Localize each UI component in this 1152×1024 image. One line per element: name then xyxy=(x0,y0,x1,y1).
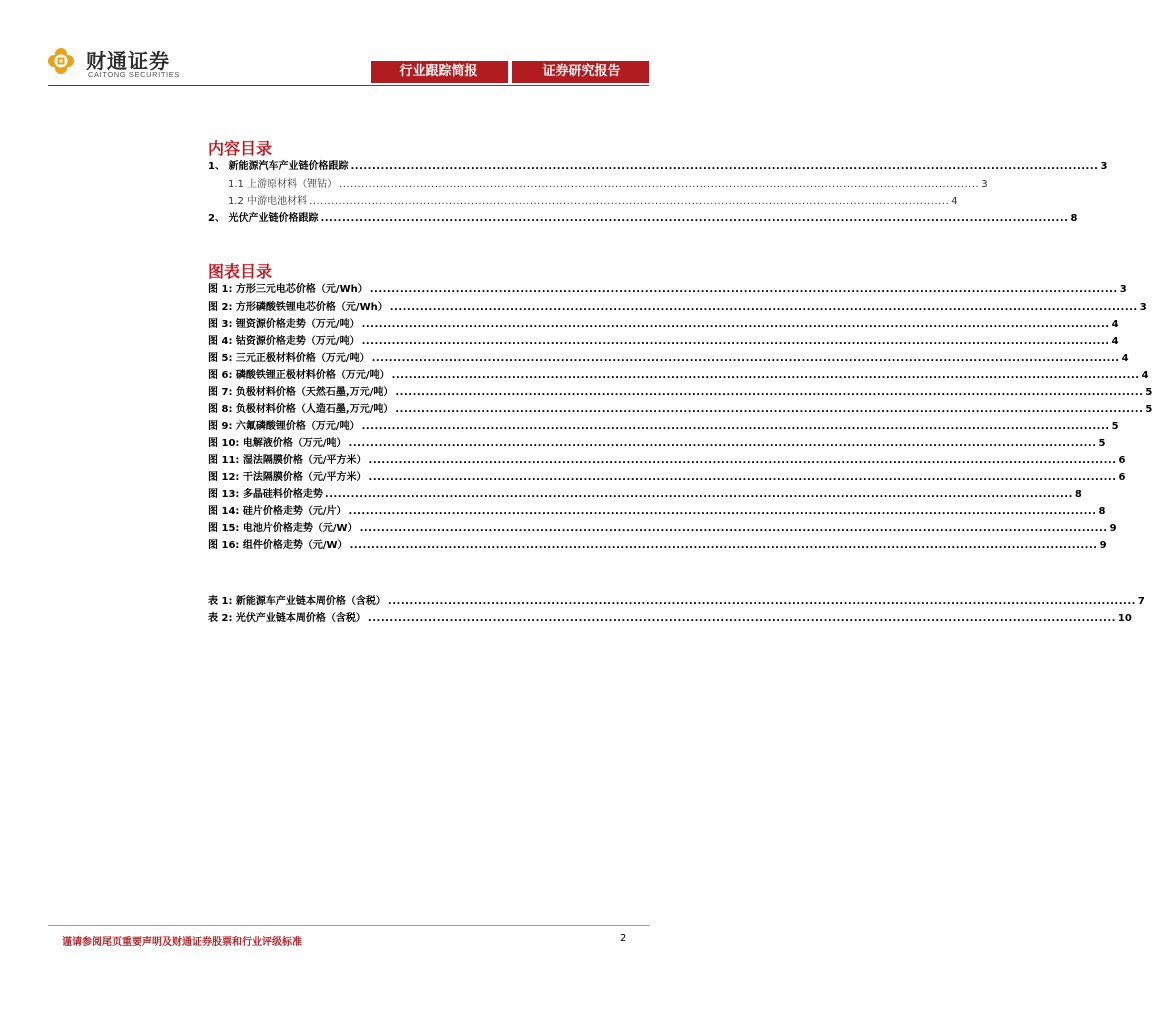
figure-item-page: 4 xyxy=(1141,370,1149,381)
figure-item-page: 5 xyxy=(1145,404,1152,415)
toc-leader: .............................................................................................................................................................................. xyxy=(361,336,1110,347)
toc-leader: .............................................................................................................................................................................. xyxy=(395,387,1144,398)
table-item-text: 表 2: 光伏产业链本周价格（含税） xyxy=(208,613,366,624)
figure-item-text: 图 5: 三元正极材料价格（万元/吨） xyxy=(208,353,370,364)
contents-title: 内容目录 xyxy=(208,139,273,158)
toc-leader: .............................................................................................................................................................................. xyxy=(391,370,1140,381)
toc-leader: .............................................................................................................................................................................. xyxy=(371,353,1120,364)
figure-item[interactable] xyxy=(208,283,1127,297)
figure-item-text: 图 7: 负极材料价格（天然石墨,万元/吨） xyxy=(208,387,394,398)
figure-item-text: 图 11: 湿法隔膜价格（元/平方米） xyxy=(208,455,367,466)
figure-item[interactable] xyxy=(208,335,1119,349)
figure-item[interactable] xyxy=(208,352,1129,366)
page-header xyxy=(0,0,724,90)
figure-item-page: 4 xyxy=(1121,353,1129,364)
figure-item-page: 5 xyxy=(1145,387,1152,398)
figure-item-page: 9 xyxy=(1109,523,1117,534)
table-item-page: 10 xyxy=(1117,613,1132,624)
toc-leader: .............................................................................................................................................................................. xyxy=(348,506,1097,517)
figure-item-page: 5 xyxy=(1111,421,1119,432)
brand-name-en: CAITONG SECURITIES xyxy=(88,70,180,79)
figures-title: 图表目录 xyxy=(208,262,273,281)
toc-item-page: 8 xyxy=(1070,213,1078,224)
figure-item-text: 图 13: 多晶硅料价格走势 xyxy=(208,489,323,500)
toc-leader: .............................................................................................................................................................................. xyxy=(349,540,1098,551)
figure-item-page: 6 xyxy=(1118,455,1126,466)
toc-leader: .............................................................................................................................................................................. xyxy=(395,404,1144,415)
figure-item-page: 3 xyxy=(1119,284,1127,295)
table-item-text: 表 1: 新能源车产业链本周价格（含税） xyxy=(208,596,386,607)
figure-item-text: 图 9: 六氟磷酸锂价格（万元/吨） xyxy=(208,421,360,432)
table-item-page: 7 xyxy=(1137,596,1145,607)
figure-item-text: 图 16: 组件价格走势（元/W） xyxy=(208,540,348,551)
figure-item[interactable] xyxy=(208,437,1106,451)
figure-item[interactable] xyxy=(208,403,1152,417)
header-divider xyxy=(48,85,649,86)
toc-item-page: 3 xyxy=(1100,161,1108,172)
toc-leader: .............................................................................................................................................................................. xyxy=(387,596,1136,607)
toc-leader: .............................................................................................................................................................................. xyxy=(368,455,1117,466)
tab-divider xyxy=(508,61,512,83)
toc-leader: .............................................................................................................................................................................. xyxy=(359,523,1108,534)
figure-item[interactable] xyxy=(208,505,1106,519)
toc-item[interactable] xyxy=(228,178,988,192)
toc-item[interactable] xyxy=(228,195,958,209)
figure-item-text: 图 6: 磷酸铁锂正极材料价格（万元/吨） xyxy=(208,370,390,381)
report-type-bar xyxy=(371,61,649,83)
brand-name-cn: 财通证券 xyxy=(86,49,170,73)
toc-leader: .............................................................................................................................................................................. xyxy=(368,472,1117,483)
toc-leader: .............................................................................................................................................................................. xyxy=(339,179,980,190)
figure-item[interactable] xyxy=(208,471,1126,485)
figure-item-page: 9 xyxy=(1099,540,1107,551)
table-item[interactable] xyxy=(208,595,1145,609)
figure-item-page: 5 xyxy=(1098,438,1106,449)
figure-item[interactable] xyxy=(208,539,1107,553)
toc-leader: .............................................................................................................................................................................. xyxy=(367,613,1116,624)
figure-item-text: 图 3: 锂资源价格走势（万元/吨） xyxy=(208,319,360,330)
toc-item-page: 3 xyxy=(981,179,988,190)
toc-item[interactable] xyxy=(208,160,1108,174)
toc-leader: .............................................................................................................................................................................. xyxy=(389,302,1138,313)
figure-item[interactable] xyxy=(208,369,1149,383)
figure-item-text: 图 10: 电解液价格（万元/吨） xyxy=(208,438,347,449)
toc-item-text: 1.1 上游原材料（锂钴） xyxy=(228,179,338,190)
toc-item-text: 1.2 中游电池材料 xyxy=(228,196,308,207)
toc-item-page: 4 xyxy=(951,196,958,207)
tab-industry-brief: 行业跟踪简报 xyxy=(399,64,478,79)
figure-item-page: 4 xyxy=(1111,336,1119,347)
figure-item-text: 图 12: 干法隔膜价格（元/平方米） xyxy=(208,472,367,483)
toc-item-text: 1、 新能源汽车产业链价格跟踪 xyxy=(208,161,349,172)
toc-leader: .............................................................................................................................................................................. xyxy=(350,161,1099,172)
toc-leader: .............................................................................................................................................................................. xyxy=(348,438,1097,449)
toc-item[interactable] xyxy=(208,212,1078,226)
figure-item-page: 8 xyxy=(1098,506,1106,517)
figure-item[interactable] xyxy=(208,420,1119,434)
footer-disclaimer: 谨请参阅尾页重要声明及财通证券股票和行业评级标准 xyxy=(62,937,302,948)
figure-item-text: 图 2: 方形磷酸铁锂电芯价格（元/Wh） xyxy=(208,302,388,313)
tab-research-report: 证券研究报告 xyxy=(542,64,621,79)
toc-leader: .............................................................................................................................................................................. xyxy=(361,421,1110,432)
page-number: 2 xyxy=(620,933,627,944)
caitong-logo-icon xyxy=(46,46,76,76)
footer-divider xyxy=(48,925,649,926)
toc-leader: .............................................................................................................................................................................. xyxy=(369,284,1118,295)
toc-leader: .............................................................................................................................................................................. xyxy=(324,489,1073,500)
figure-item[interactable] xyxy=(208,301,1147,315)
figure-item[interactable] xyxy=(208,386,1152,400)
figure-item[interactable] xyxy=(208,318,1119,332)
figure-item-text: 图 15: 电池片价格走势（元/W） xyxy=(208,523,358,534)
toc-leader: .............................................................................................................................................................................. xyxy=(361,319,1110,330)
toc-item-text: 2、 光伏产业链价格跟踪 xyxy=(208,213,319,224)
toc-leader: .............................................................................................................................................................................. xyxy=(309,196,950,207)
toc-leader: .............................................................................................................................................................................. xyxy=(320,213,1069,224)
figure-item-text: 图 4: 钴资源价格走势（万元/吨） xyxy=(208,336,360,347)
figure-item-page: 4 xyxy=(1111,319,1119,330)
figure-item-page: 6 xyxy=(1118,472,1126,483)
figure-item-text: 图 1: 方形三元电芯价格（元/Wh） xyxy=(208,284,368,295)
figure-item[interactable] xyxy=(208,454,1126,468)
figure-item-page: 3 xyxy=(1139,302,1147,313)
figure-item-text: 图 8: 负极材料价格（人造石墨,万元/吨） xyxy=(208,404,394,415)
figure-item-text: 图 14: 硅片价格走势（元/片） xyxy=(208,506,347,517)
table-item[interactable] xyxy=(208,612,1132,626)
figure-item[interactable] xyxy=(208,522,1117,536)
figure-item[interactable] xyxy=(208,488,1082,502)
figure-item-page: 8 xyxy=(1074,489,1082,500)
